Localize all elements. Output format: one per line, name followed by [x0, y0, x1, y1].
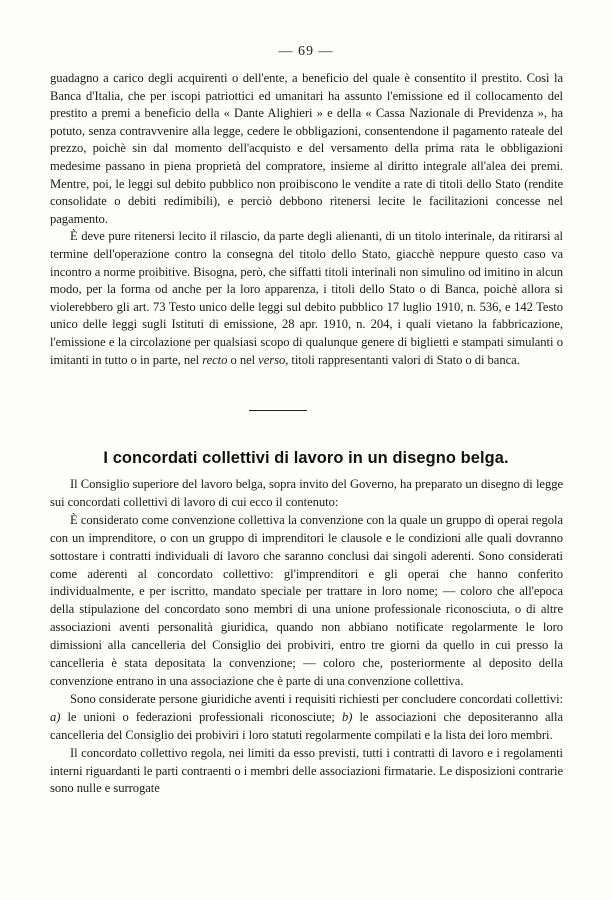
paragraph: Il Consiglio superiore del lavoro belga, sopra invito del Governo, ha preparato un disegno di legge sui concordati collettivi di lavoro di cui ecco il contenuto:	[50, 477, 563, 509]
paragraph: guadagno a carico degli acquirenti o dell'ente, a beneficio del quale è consentito il prestito. Così la Banca d'Italia, che per iscopi patriottici ed umanitari ha assunto l'emissione ed il collocamento del prestito a premi a beneficio della « Dante Alighieri » e della « Cassa Nazionale di Previdenza », ha potuto, senza contravvenire alla legge, cedere le obbligazioni, consentendone il pagamento rateale del prezzo, poichè sin dal momento dell'acquisto e del versamento della prima rata le obbligazioni medesime passano in piena proprietà del compratore, insieme al diritto integrale all'alea dei premi. Mentre, poi, le leggi sul debito pubblico non proibiscono le vendite a rate di titoli dello Stato (rendite consolidate o debiti redimibili), e perciò debbono ritenersi lecite le facilitazioni concesse nel pagamento.	[50, 71, 563, 226]
page-number: — 69 —	[278, 44, 334, 59]
section-1-text	[50, 70, 563, 369]
paragraph: È deve pure ritenersi lecito il rilascio, da parte degli alienanti, di un titolo interinale, da ritirarsi al termine dell'operazione contro la consegna del titolo dello Stato, giacchè neppure questo caso va incontro a norme proibitive. Bisogna, però, che siffatti titoli interinali non simulino od imitino in alcun modo, per la forma od anche per la loro apparenza, i titoli dello Stato o di Banca, poichè allora si violerebbero gli art. 73 Testo unico delle leggi sul debito pubblico 17 luglio 1910, n. 536, e 142 Testo unico delle leggi sugli Istituti di emissione, 28 apr. 1910, n. 204, i quali vietano la fabbricazione, l'emissione e la circolazione per qualsiasi scopo di qualunque genere di biglietti e stampati simulanti o imitanti in tutto o in parte, nel recto o nel verso, titoli rappresentanti valori di Stato o di banca.	[50, 229, 563, 367]
paragraph: Il concordato collettivo regola, nei limiti da esso previsti, tutti i contratti di lavoro e i regolamenti interni riguardanti le parti contraenti o i membri delle associazioni firmatarie. Le disposizioni contrarie sono nulle e surrogate	[50, 745, 563, 796]
section-title: I concordati collettivi di lavoro in un disegno belga.	[103, 449, 509, 467]
section-divider	[249, 410, 307, 411]
paragraph: Sono considerate persone giuridiche aventi i requisiti richiesti per concludere concordati collettivi: a) le unioni o federazioni professionali riconosciute; b) le associazioni che depositeranno alla cancelleria del Consiglio dei probiviri i loro statuti regolarmente compilati e la lista dei loro membri.	[50, 691, 563, 742]
section-2-text	[50, 476, 563, 798]
paragraph: È considerato come convenzione collettiva la convenzione con la quale un gruppo di operai regola con un imprenditore, o con un gruppo di imprenditori le clausole e le condizioni alle quali dovranno sottostare i contratti individuali di lavoro che saranno conclusi dai singoli aderenti. Sono considerati come aderenti al concordato collettivo: gl'imprenditori e gli operai che hanno conferito individualmente, e per iscritto, mandato speciale per trattare in loro nome; — coloro che all'epoca della stipulazione del concordato sono membri di una unione professionale riconosciuta, o di altre associazioni aventi personalità giuridica, quando non abbiano notificate regolarmente le loro dimissioni alla cancelleria del Consiglio dei probiviri, entro tre giorni da quello in cui presso la cancelleria è stata depositata la convenzione; — coloro che, posteriormente al deposito della convenzione entrano in una associazione che è parte di una convenzione collettiva.	[50, 512, 563, 688]
